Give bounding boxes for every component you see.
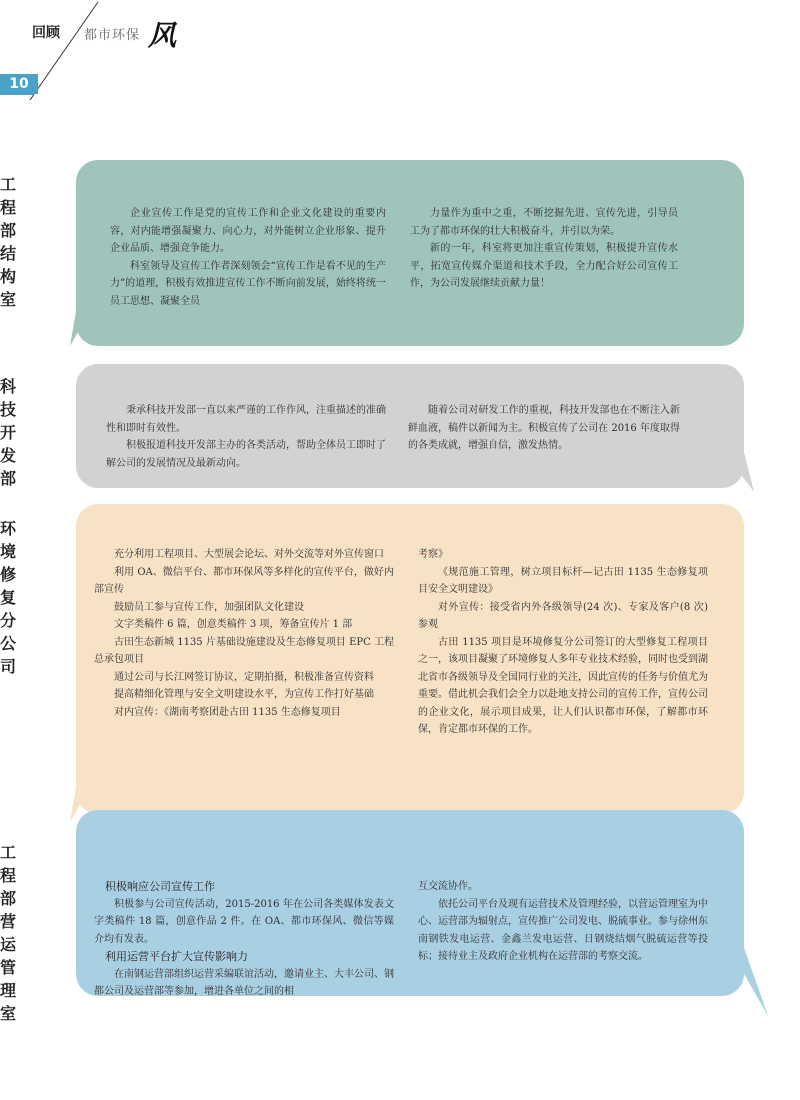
magazine-logo: 风 bbox=[148, 19, 177, 52]
paragraph: 对内宣传：《湖南考察团赴古田 1135 生态修复项目 bbox=[114, 706, 341, 718]
paragraph: 对外宣传：接受省内外各级领导(24 次)、专家及客户(8 次)参观 bbox=[418, 601, 708, 630]
paragraph: 企业宣传工作是党的宣传工作和企业文化建设的重要内容，对内能增强凝聚力、向心力，对外能树立企业形象、提升企业品质、增强竞争能力。 bbox=[110, 208, 386, 254]
subheading: 积极响应公司宣传工作 bbox=[105, 880, 215, 893]
subheading: 利用运营平台扩大宣传影响力 bbox=[105, 950, 248, 963]
left-column bbox=[110, 205, 386, 310]
left-column bbox=[106, 402, 386, 472]
paragraph: 随着公司对研发工作的重视，科技开发部也在不断注入新鲜血液，稿件以新闻为主。积极宣传了公司在 2016 年度取得的各类成就，增强自信，激发热情。 bbox=[408, 405, 680, 451]
paragraph: 古田生态新城 1135 片基础设施建设及生态修复项目 EPC 工程总承包项目 bbox=[94, 636, 394, 665]
paragraph: 通过公司与长江网签订协议，定期拍摄，积极准备宣传资料 bbox=[114, 671, 374, 683]
page-number: 10 bbox=[0, 74, 38, 94]
paragraph: 《规范施工管理，树立项目标杆—记古田 1135 生态修复项目安全文明建设》 bbox=[418, 566, 708, 595]
header-diagonal-line bbox=[0, 0, 800, 100]
paragraph: 在南钢运营部组织运营采编联谊活动，邀请业主、大丰公司、钢都公司及运营部等参加，增进各单位之间的相 bbox=[94, 968, 394, 997]
paragraph: 秉承科技开发部一直以来严谨的工作作风，注重描述的准确性和即时有效性。 bbox=[106, 405, 386, 434]
paragraph: 古田 1135 项目是环境修复分公司签订的大型修复工程项目之一，该项目凝聚了环境修复人多年专业技术经验，同时也受到湖北省市各级领导及全国同行业的关注，因此宣传的任务与价值尤为重要。借此机会我们会全力以赴地支持公司的宣传工作，宣传公司的企业文化，展示项目成果，让人们认识都市环保，了解都市环保，肯定都市环保的工作。 bbox=[418, 636, 708, 735]
paragraph: 依托公司平台及现有运营技术及管理经验，以营运管理室为中心、运营部为辐射点，宣传推广公司发电、脱硫事业。参与徐州东南钢铁发电运营、金鑫兰发电运营、日钢烧结烟气脱硫运营等投标；接待业主及政府企业机构在运营部的考察交流。 bbox=[418, 898, 708, 962]
right-column bbox=[408, 402, 680, 455]
paragraph: 积极参与公司宣传活动，2015-2016 年在公司各类媒体发表文字类稿件 18 篇，创意作品 2 件。在 OA、都市环保风、微信等媒介均有发表。 bbox=[94, 898, 394, 945]
section-label: 回顾 bbox=[32, 25, 60, 41]
paragraph: 充分利用工程项目、大型展会论坛、对外交流等对外宣传窗口 bbox=[114, 549, 384, 560]
magazine-brand: 都市环保 bbox=[84, 28, 141, 43]
paragraph: 考察》 bbox=[418, 549, 448, 560]
paragraph: 科室领导及宣传工作者深刻领会“宣传工作是看不见的生产力”的道理，积极有效推进宣传工作不断向前发展，始终将统一员工思想、凝聚全员 bbox=[110, 260, 386, 307]
paragraph: 提高精细化管理与安全文明建设水平，为宣传工作打好基础 bbox=[114, 689, 374, 700]
paragraph: 新的一年，科室将更加注重宣传策划，积极提升宣传水平，拓宽宣传媒介渠道和技术手段，全力配合好公司宣传工作，为公司发展继续贡献力量！ bbox=[410, 243, 678, 289]
paragraph: 利用 OA、微信平台、都市环保风等多样化的宣传平台，做好内部宣传 bbox=[94, 566, 394, 595]
paragraph: 鼓励员工参与宣传工作，加强团队文化建设 bbox=[114, 601, 304, 613]
paragraph: 积极报道科技开发部主办的各类活动，帮助全体员工即时了解公司的发展情况及最新动向。 bbox=[106, 440, 386, 469]
page-header bbox=[0, 0, 800, 100]
right-column bbox=[418, 546, 708, 739]
left-column bbox=[94, 878, 394, 1001]
paragraph: 互交流协作。 bbox=[418, 881, 478, 892]
right-column bbox=[418, 878, 708, 966]
right-column bbox=[410, 205, 678, 293]
left-column bbox=[94, 546, 394, 721]
paragraph: 力量作为重中之重，不断挖掘先进、宣传先进，引导员工为了都市环保的壮大积极奋斗，并引以为荣。 bbox=[410, 208, 678, 237]
paragraph: 文字类稿件 6 篇，创意类稿件 3 项，筹备宣传片 1 部 bbox=[114, 619, 353, 630]
